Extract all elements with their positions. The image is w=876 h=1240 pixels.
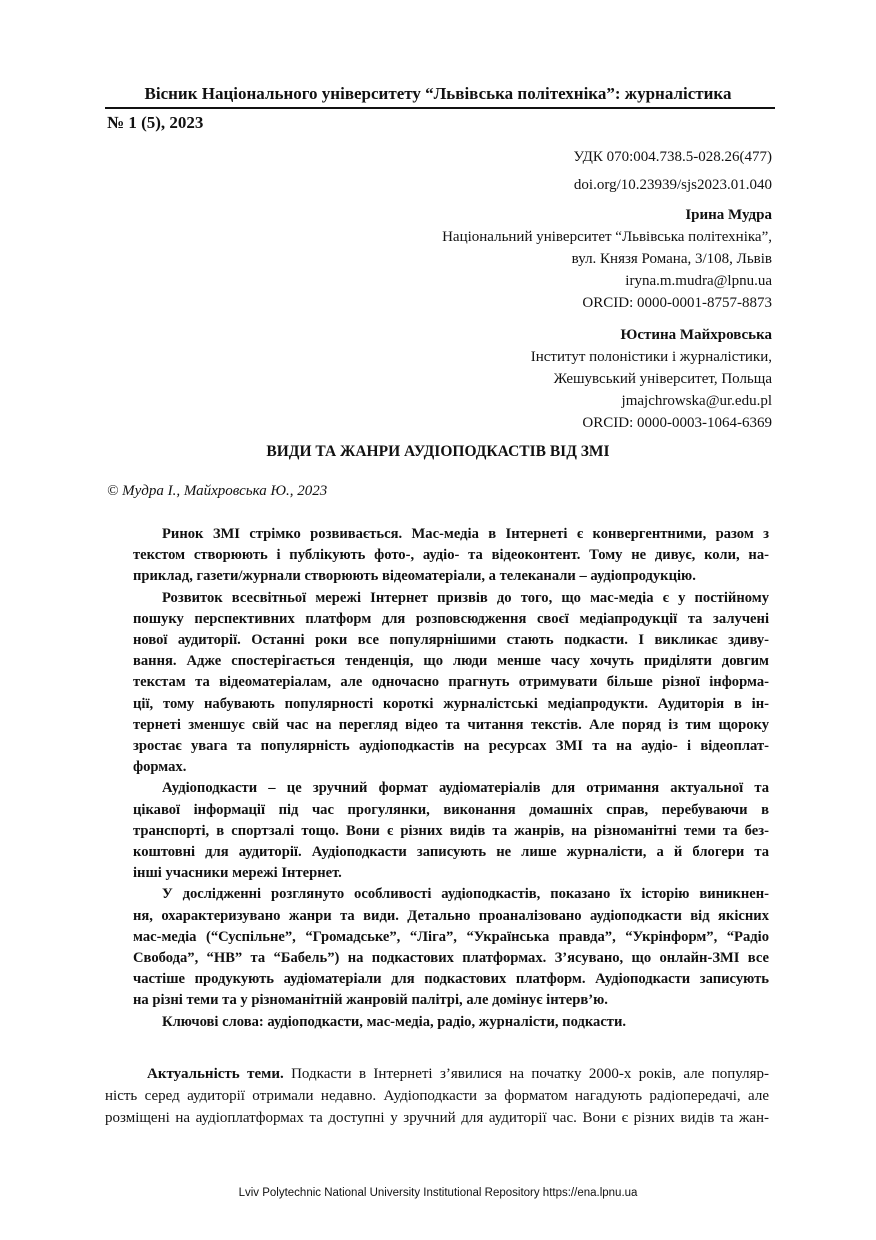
abstract-line: Свобода”, “НВ” та “Бабель”) на подкастових платформах. З’ясувано, що онлайн-ЗМІ все	[133, 950, 769, 966]
doi[interactable]: doi.org/10.23939/sjs2023.01.040	[573, 177, 772, 193]
abstract-line: ції, тому набувають популярності короткі журналістські медіапродукти. Аудиторія в ін-	[133, 695, 769, 712]
abstract-line: частіше продукують аудіоматеріали для подкастових платформ. Аудіоподкасти записують	[133, 971, 769, 988]
author-name: Ірина Мудра	[685, 207, 772, 223]
abstract-line: приклад, газети/журнали створюють відеоматеріали, а телеканали – аудіопродукцію.	[133, 568, 696, 585]
abstract-line: У дослідженні розглянуто особливості аудіоподкастів, показано їх історію виникнен-	[162, 886, 769, 903]
header-rule	[105, 107, 775, 109]
abstract-line: Аудіоподкасти – це зручний формат аудіоматеріалів для отримання актуальної та	[162, 780, 769, 797]
udk: УДК 070:004.738.5-028.26(477)	[573, 149, 772, 165]
article-title: ВИДИ ТА ЖАНРИ АУДІОПОДКАСТІВ ВІД ЗМІ	[266, 443, 610, 460]
abstract-line: Розвиток всесвітньої мережі Інтернет призвів до того, що мас-медіа є у постійному	[162, 589, 769, 606]
author-2	[531, 324, 772, 434]
body-line-text: Подкасти в Інтернеті з’явилися на початку 2000-х років, але популяр-	[283, 1066, 769, 1082]
abstract-line: вання. Адже спостерігається тенденція, що люди менше часу хочуть приділяти довгим	[133, 653, 769, 670]
author-1	[442, 204, 772, 314]
abstract-line: на різні теми та у різноманітній жанровій палітрі, але домінує інтерв’ю.	[133, 992, 608, 1009]
author-orcid: ORCID: 0000-0003-1064-6369	[582, 415, 772, 431]
abstract-line: текстам та відеоматеріалам, але одночасно прагнуть отримувати більше різної інформа-	[133, 674, 769, 691]
copyright: © Мудра І., Майхровська Ю., 2023	[107, 483, 328, 499]
abstract-line: ня, охарактеризувано жанри та види. Детально проаналізовано аудіоподкасти від якісних	[133, 907, 769, 924]
abstract-line: зростає увага та популярність аудіоподкастів на ресурсах ЗМІ та на аудіо- і відеоплат-	[133, 738, 769, 754]
body-line: розміщені на аудіоплатформах та доступні у зручний для аудиторії час. Вони є різних видів та жан-	[105, 1110, 769, 1126]
abstract-line: нової аудиторії. Останні роки все популярнішими стають подкасти. І викликає здиву-	[133, 632, 769, 648]
author-affiliation: Інститут полоністики і журналістики,	[530, 349, 772, 365]
author-email[interactable]: iryna.m.mudra@lpnu.ua	[625, 273, 772, 289]
author-address: Жешувський університет, Польща	[553, 371, 772, 387]
author-email[interactable]: jmajchrowska@ur.edu.pl	[621, 393, 772, 409]
author-name: Юстина Майхровська	[620, 327, 772, 343]
author-affiliation: Національний університет “Львівська політехніка”,	[442, 229, 772, 245]
abstract-line: інші учасники мережі Інтернет.	[133, 865, 342, 882]
section-heading: Актуальність теми.	[147, 1066, 284, 1082]
issue-number: № 1 (5), 2023	[107, 113, 204, 132]
abstract-line: формах.	[133, 759, 187, 776]
journal-title: Вісник Національного університету “Львівська політехніка”: журналістика	[144, 84, 732, 103]
abstract-line: текстом створюють і публікують фото-, аудіо- та відеоконтент. Тому не дивує, коли, на-	[133, 547, 769, 564]
author-address: вул. Князя Романа, 3/108, Львів	[571, 251, 772, 267]
abstract-line: Ринок ЗМІ стрімко розвивається. Мас-медіа в Інтернеті є конвергентними, разом з	[162, 526, 769, 542]
abstract-line: пошуку перспективних платформ для розповсюдження своєї медіапродукції та залучені	[133, 610, 769, 627]
body-line	[147, 1063, 769, 1085]
repository-footer: Lviv Polytechnic National University Institutional Repository https://ena.lpnu.ua	[238, 1187, 638, 1199]
abstract-line: транспорті, в спортзалі тощо. Вони є різних видів та жанрів, на різноманітні теми та без-	[133, 822, 769, 839]
body-line: ність серед аудиторії отримали недавно. Аудіоподкасти за форматом нагадують радіопередачі, але	[105, 1088, 769, 1104]
abstract-line: цікавої інформації під час прогулянки, виконання домашніх справ, перебуваючи в	[133, 801, 769, 818]
author-orcid: ORCID: 0000-0001-8757-8873	[582, 295, 772, 311]
abstract-line: мас-медіа (“Суспільне”, “Громадське”, “Ліга”, “Українська правда”, “Укрінформ”, “Радіо	[133, 928, 769, 945]
abstract-line: коштовні для аудиторії. Аудіоподкасти записують не лише журналісти, а й блогери та	[133, 844, 769, 860]
abstract-line: тернеті зменшує свій час на перегляд відео та читання текстів. Але поряд із тим щороку	[133, 716, 769, 733]
abstract-line: Ключові слова: аудіоподкасти, мас-медіа, радіо, журналісти, подкасти.	[162, 1013, 627, 1030]
